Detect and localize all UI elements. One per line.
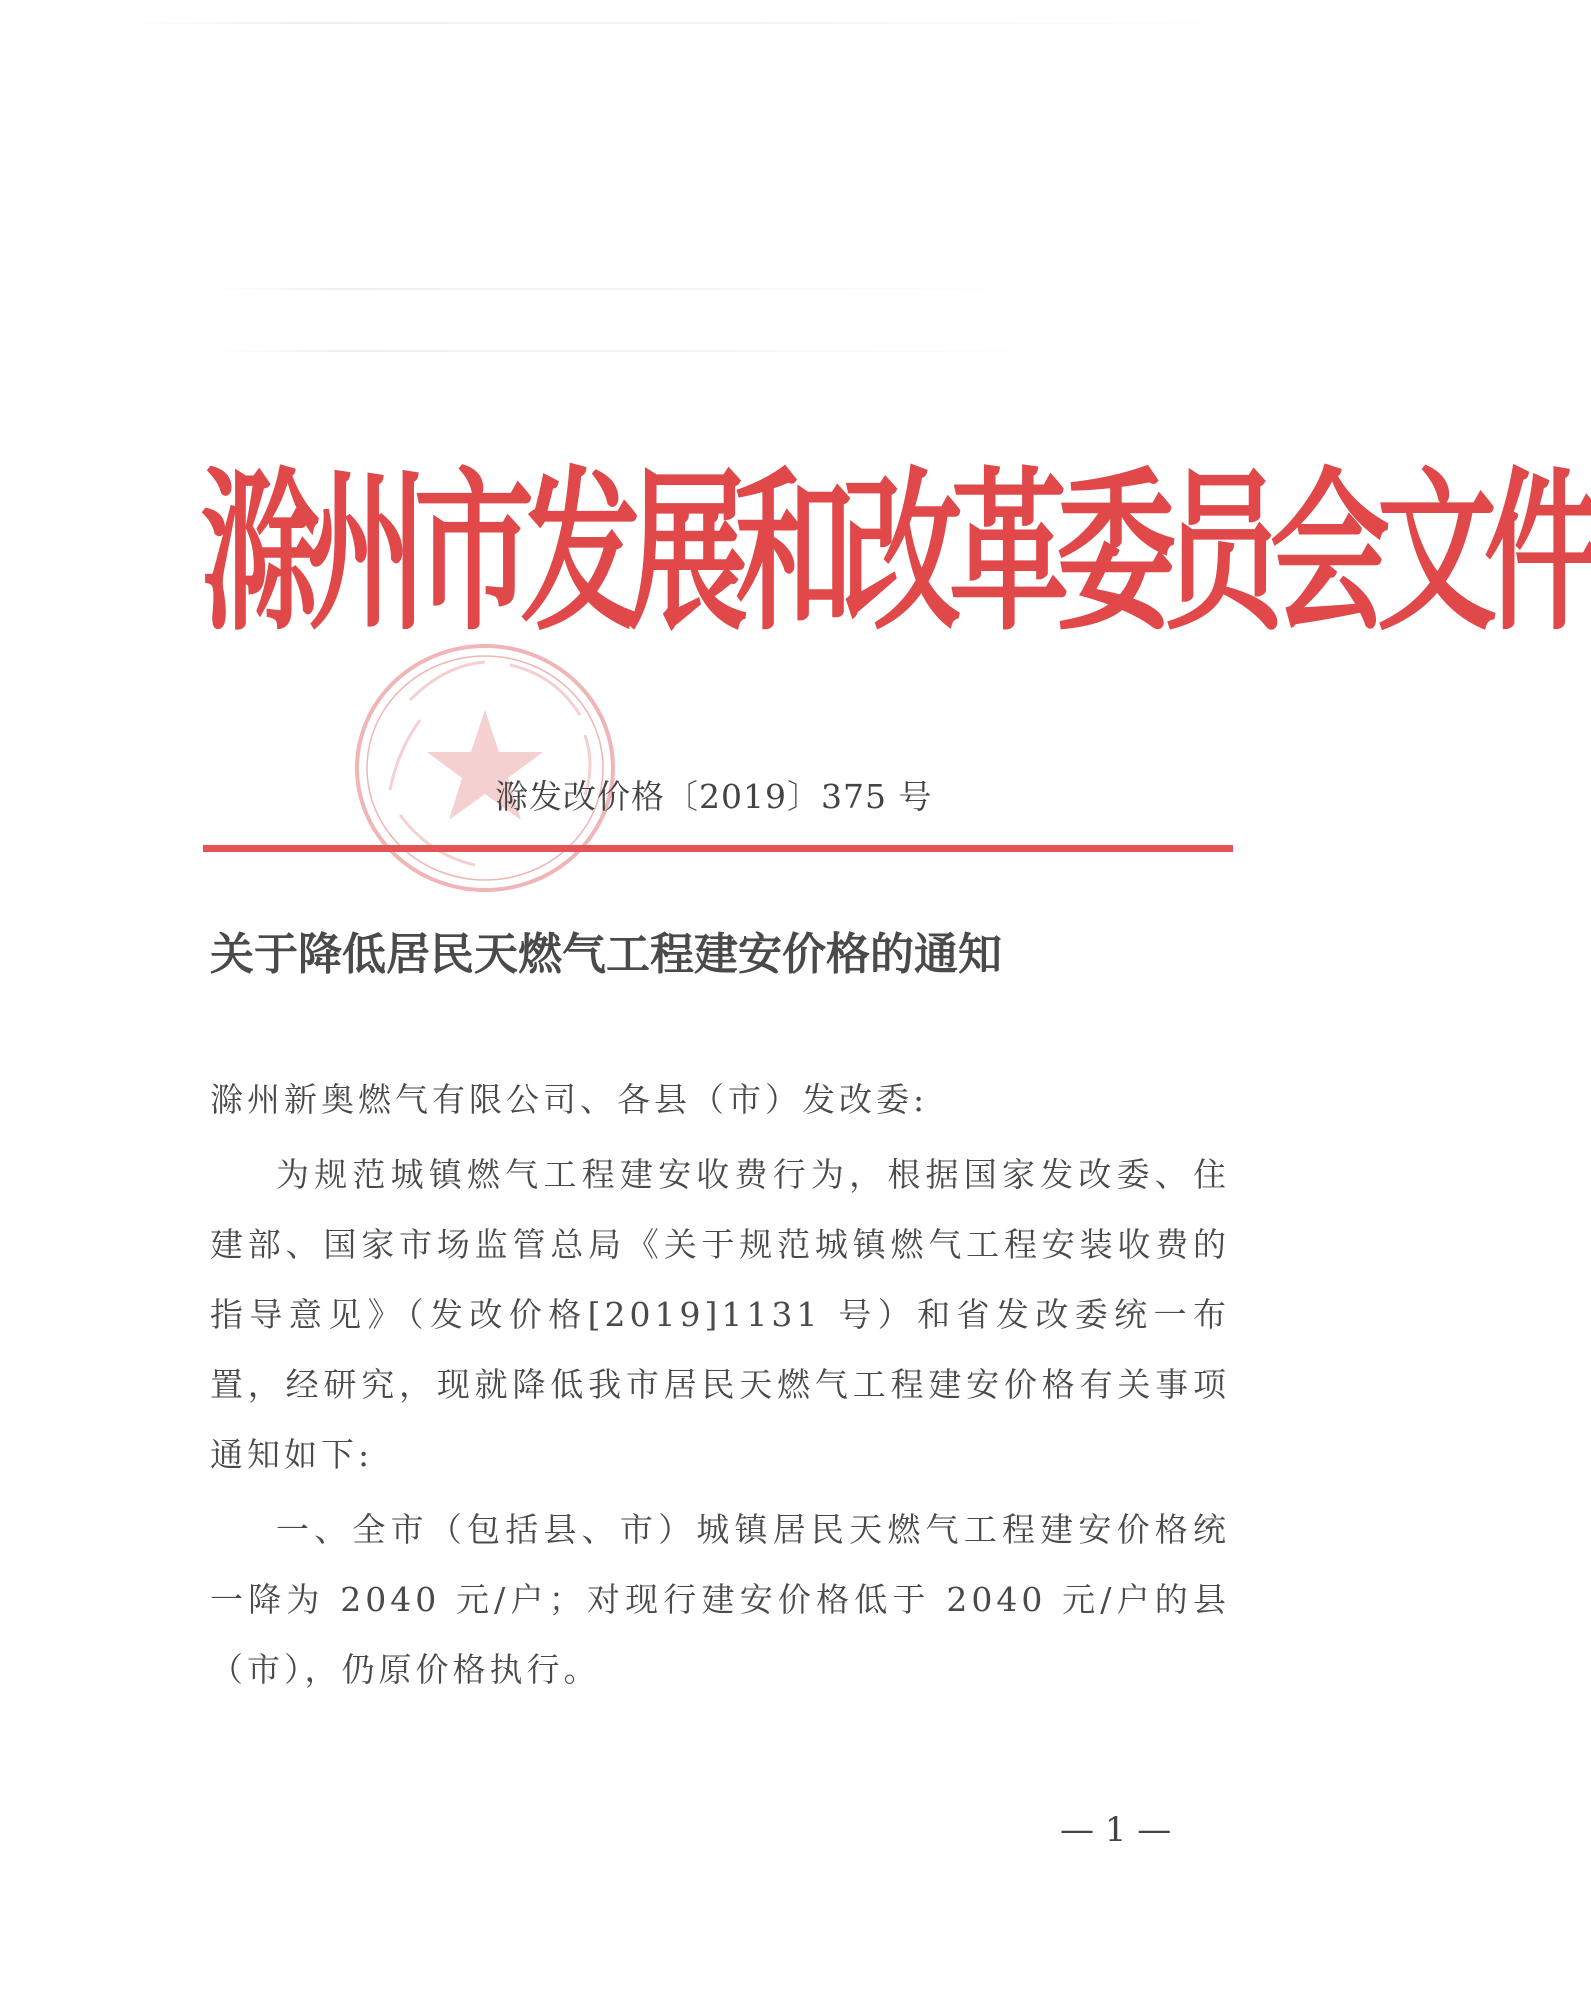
red-divider-line bbox=[203, 845, 1233, 852]
page-number: — 1 — bbox=[1060, 1810, 1172, 1850]
body-paragraph: 为规范城镇燃气工程建安收费行为，根据国家发改委、住建部、国家市场监管总局《关于规范城镇燃气工程安装收费的指导意见》（发改价格[2019]1131 号）和省发改委统一布置，经研究，现就降低我市居民天燃气工程建安价格有关事项通知如下: bbox=[210, 1155, 1230, 1474]
scan-artifact bbox=[210, 350, 1070, 352]
scan-artifact bbox=[120, 22, 1280, 24]
document-header-title: 滁州市发展和改革委员会文件 bbox=[200, 453, 1591, 656]
notice-title: 关于降低居民天燃气工程建安价格的通知 bbox=[210, 929, 1002, 980]
official-seal-icon bbox=[350, 640, 620, 895]
scan-artifact bbox=[210, 288, 1040, 290]
document-number: 滁发改价格〔2019〕375 号 bbox=[495, 777, 933, 816]
recipients-line: 滁州新奥燃气有限公司、各县（市）发改委: bbox=[210, 1080, 929, 1119]
body-paragraph: 一、全市（包括县、市）城镇居民天燃气工程建安价格统一降为 2040 元/户；对现行建安价格低于 2040 元/户的县（市），仍原价格执行。 bbox=[210, 1510, 1230, 1689]
